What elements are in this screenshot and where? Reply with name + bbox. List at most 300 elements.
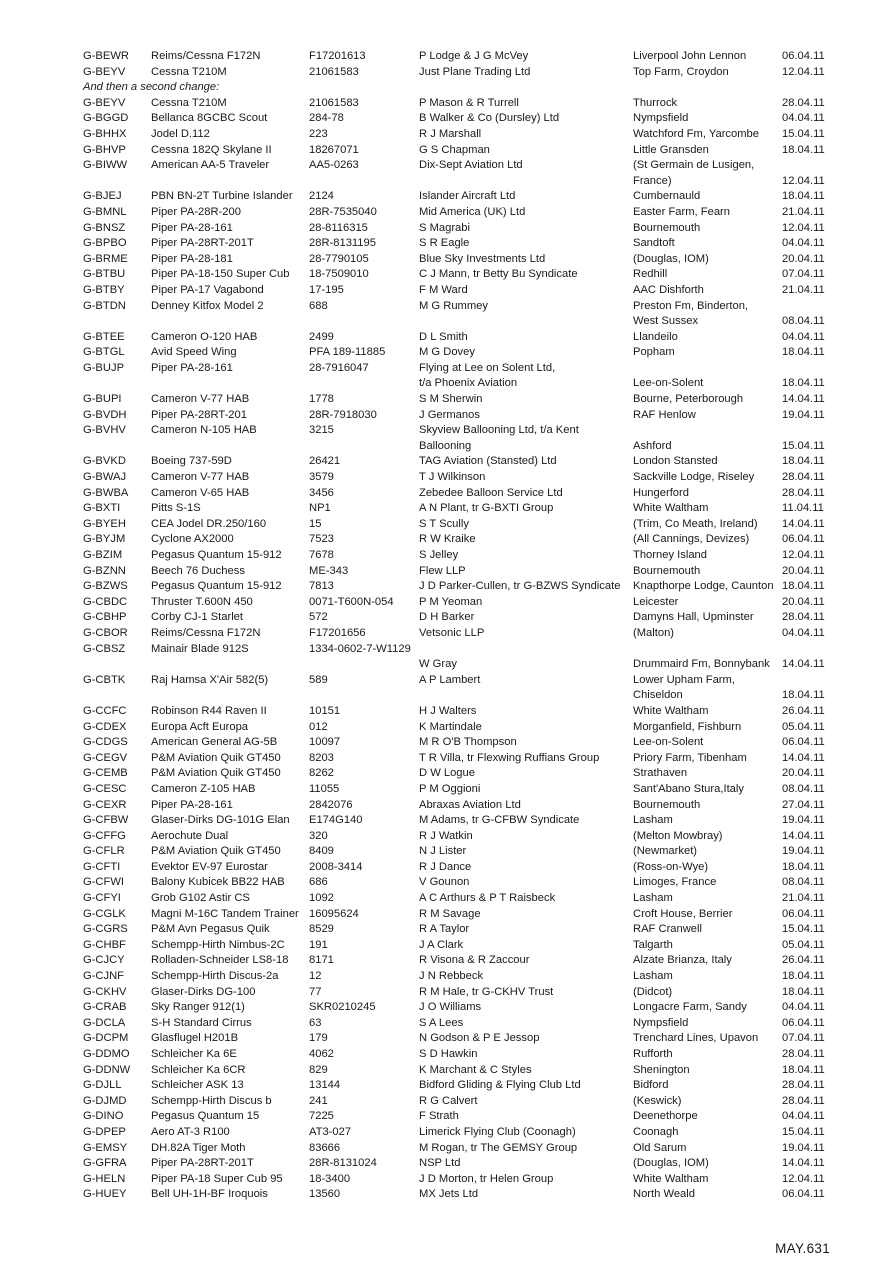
date-cell: 06.04.11 [782, 907, 825, 920]
owner-cell: R M Savage [419, 907, 481, 920]
serial-number-cell: 2124 [309, 190, 334, 203]
owner-cell: M R O'B Thompson [419, 736, 517, 749]
date-cell: 14.04.11 [782, 1157, 825, 1170]
table-row [0, 766, 889, 782]
aircraft-type-cell: Piper PA-28-181 [151, 252, 233, 265]
aircraft-type-cell: Grob G102 Astir CS [151, 892, 250, 905]
registration-cell: G-BYEH [83, 517, 126, 530]
table-row [0, 1078, 889, 1094]
location-cell: Morganfield, Fishburn [633, 720, 742, 733]
location-cell: Leicester [633, 595, 679, 608]
date-cell: 06.04.11 [782, 1016, 825, 1029]
serial-number-cell: 1778 [309, 393, 334, 406]
location-cell: Lasham [633, 814, 673, 827]
owner-cell: A P Lambert [419, 673, 481, 686]
owner-cell: NSP Ltd [419, 1157, 461, 1170]
table-row [0, 704, 889, 720]
owner-cell: J Germanos [419, 408, 480, 421]
serial-number-cell: 223 [309, 127, 328, 140]
owner-cell: S M Sherwin [419, 393, 483, 406]
aircraft-type-cell: P&M Aviation Quik GT450 [151, 751, 281, 764]
aircraft-type-cell: Pitts S-1S [151, 502, 201, 515]
owner-cell: Skyview Ballooning Ltd, t/a Kent [419, 424, 579, 437]
date-cell: 12.04.11 [782, 174, 825, 187]
date-cell: 21.04.11 [782, 283, 825, 296]
serial-number-cell: AT3-027 [309, 1125, 352, 1138]
serial-number-cell: 18267071 [309, 143, 359, 156]
registration-cell: G-CGRS [83, 923, 128, 936]
date-cell: 26.04.11 [782, 704, 825, 717]
serial-number-cell: AA5-0263 [309, 159, 359, 172]
owner-cell: Flew LLP [419, 564, 466, 577]
table-row [0, 143, 889, 159]
owner-cell: J O Williams [419, 1001, 482, 1014]
date-cell: 12.04.11 [782, 549, 825, 561]
owner-cell: Limerick Flying Club (Coonagh) [419, 1125, 576, 1138]
serial-number-cell: 829 [309, 1063, 328, 1076]
registration-cell: G-BVKD [83, 455, 126, 468]
registration-cell: G-BEWR [83, 50, 129, 62]
table-row [0, 548, 889, 564]
serial-number-cell: 7523 [309, 533, 334, 546]
registration-cell: G-BIWW [83, 159, 128, 172]
table-row [0, 1094, 889, 1110]
location-cell: Deenethorpe [633, 1110, 698, 1123]
table-row [0, 189, 889, 205]
aircraft-type-cell: Piper PA-17 Vagabond [151, 283, 264, 296]
serial-number-cell: 18-3400 [309, 1172, 351, 1185]
serial-number-cell: 28R-7918030 [309, 408, 377, 421]
serial-number-cell: PFA 189-11885 [309, 346, 386, 359]
location-cell: (Didcot) [633, 985, 673, 998]
serial-number-cell: F17201613 [309, 50, 366, 62]
owner-cell: D W Logue [419, 767, 475, 780]
registration-cell: G-BUPI [83, 393, 122, 406]
aircraft-type-cell: P&M Avn Pegasus Quik [151, 923, 270, 936]
serial-number-cell: 8409 [309, 845, 334, 858]
aircraft-type-cell: Beech 76 Duchess [151, 564, 245, 577]
table-row [0, 174, 889, 190]
serial-number-cell: 686 [309, 876, 328, 889]
location-cell: Longacre Farm, Sandy [633, 1001, 747, 1014]
table-row [0, 1016, 889, 1032]
table-row [0, 65, 889, 81]
location-cell: Nympsfield [633, 1016, 689, 1029]
registration-cell: G-EMSY [83, 1141, 128, 1154]
registration-cell: G-DDNW [83, 1063, 131, 1076]
owner-cell: J D Morton, tr Helen Group [419, 1172, 554, 1185]
table-row [0, 1141, 889, 1157]
location-cell: Little Gransden [633, 143, 709, 156]
registration-cell: G-HUEY [83, 1188, 127, 1201]
table-row [0, 610, 889, 626]
table-row [0, 236, 889, 252]
owner-cell: Just Plane Trading Ltd [419, 65, 531, 78]
owner-cell: R J Watkin [419, 829, 473, 842]
aircraft-type-cell: Mainair Blade 912S [151, 642, 249, 655]
registration-cell: G-CCFC [83, 704, 127, 717]
location-cell: Coonagh [633, 1125, 679, 1138]
date-cell: 07.04.11 [782, 268, 825, 281]
location-cell: (Malton) [633, 626, 675, 639]
aircraft-type-cell: Schempp-Hirth Discus b [151, 1094, 272, 1107]
serial-number-cell: 15 [309, 517, 322, 530]
serial-number-cell: 320 [309, 829, 328, 842]
serial-number-cell: 8529 [309, 923, 334, 936]
owner-cell: R G Calvert [419, 1094, 478, 1107]
date-cell: 26.04.11 [782, 954, 825, 967]
registration-cell: G-CFLR [83, 845, 125, 858]
owner-cell: B Walker & Co (Dursley) Ltd [419, 112, 560, 125]
table-row [0, 657, 889, 673]
location-cell: Lee-on-Solent [633, 736, 704, 749]
serial-number-cell: 284-78 [309, 112, 344, 125]
serial-number-cell: 63 [309, 1016, 322, 1029]
date-cell: 15.04.11 [782, 1125, 825, 1138]
date-cell: 28.04.11 [782, 611, 825, 624]
location-cell: Lasham [633, 970, 673, 983]
registration-cell: G-CFBW [83, 814, 129, 827]
serial-number-cell: 012 [309, 720, 328, 733]
owner-cell: S D Hawkin [419, 1048, 478, 1060]
owner-cell: P M Oggioni [419, 782, 481, 795]
owner-cell: C J Mann, tr Betty Bu Syndicate [419, 268, 578, 281]
registration-cell: G-DPEP [83, 1125, 126, 1138]
location-cell: Bourne, Peterborough [633, 393, 744, 406]
table-row [0, 673, 889, 689]
location-cell: Easter Farm, Fearn [633, 205, 730, 218]
registration-cell: G-BTDN [83, 299, 126, 312]
aircraft-type-cell: Avid Speed Wing [151, 346, 237, 359]
location-cell: Lower Upham Farm, [633, 673, 735, 686]
owner-cell: Ballooning [419, 439, 472, 452]
owner-cell: R M Hale, tr G-CKHV Trust [419, 985, 554, 998]
aircraft-type-cell: Aerochute Dual [151, 829, 229, 842]
aircraft-type-cell: Cessna T210M [151, 96, 227, 109]
owner-cell: S A Lees [419, 1016, 464, 1029]
serial-number-cell: 3456 [309, 486, 334, 499]
registration-cell: G-CBSZ [83, 642, 126, 655]
owner-cell: Bidford Gliding & Flying Club Ltd [419, 1079, 581, 1092]
owner-cell: N J Lister [419, 845, 467, 858]
location-cell: Talgarth [633, 938, 673, 951]
section-note: And then a second change: [83, 81, 220, 94]
table-row [0, 626, 889, 642]
table-row [0, 501, 889, 517]
aircraft-type-cell: Cameron N-105 HAB [151, 424, 257, 437]
aircraft-type-cell: Piper PA-18-150 Super Cub [151, 268, 290, 281]
registration-cell: G-CEGV [83, 751, 128, 764]
location-cell: Bournemouth [633, 221, 701, 234]
table-row [0, 361, 889, 377]
date-cell: 14.04.11 [782, 751, 825, 764]
location-cell: AAC Dishforth [633, 283, 704, 296]
location-cell: Redhill [633, 268, 668, 281]
owner-cell: S Jelley [419, 549, 459, 561]
registration-cell: G-BUJP [83, 361, 125, 374]
location-cell: Hungerford [633, 486, 689, 499]
aircraft-type-cell: Evektor EV-97 Eurostar [151, 860, 268, 873]
registration-cell: G-HELN [83, 1172, 126, 1185]
date-cell: 08.04.11 [782, 876, 825, 889]
serial-number-cell: 8262 [309, 767, 334, 780]
date-cell: 04.04.11 [782, 112, 825, 125]
aircraft-type-cell: CEA Jodel DR.250/160 [151, 517, 267, 530]
date-cell: 06.04.11 [782, 1188, 825, 1201]
location-cell: Drummaird Fm, Bonnybank [633, 658, 770, 671]
serial-number-cell: 13560 [309, 1188, 341, 1201]
serial-number-cell: 7225 [309, 1110, 334, 1123]
location-cell: Sandtoft [633, 237, 675, 250]
serial-number-cell: 28-7916047 [309, 361, 369, 374]
aircraft-type-cell: Piper PA-28RT-201T [151, 237, 254, 250]
owner-cell: M G Dovey [419, 346, 475, 359]
registration-cell: G-BWAJ [83, 471, 127, 484]
registration-cell: G-BGGD [83, 112, 129, 125]
date-cell: 18.04.11 [782, 455, 825, 468]
table-row [0, 111, 889, 127]
registration-cell: G-BTBY [83, 283, 125, 296]
date-cell: 18.04.11 [782, 970, 825, 983]
table-row [0, 392, 889, 408]
date-cell: 18.04.11 [782, 985, 825, 998]
owner-cell: W Gray [419, 658, 457, 671]
table-row [0, 813, 889, 829]
location-cell: Chiseldon [633, 689, 683, 702]
registration-cell: G-BRME [83, 252, 128, 265]
table-row [0, 314, 889, 330]
location-cell: (Douglas, IOM) [633, 1157, 709, 1170]
location-cell: Damyns Hall, Upminster [633, 611, 754, 624]
location-cell: White Waltham [633, 502, 709, 515]
date-cell: 28.04.11 [782, 471, 825, 484]
serial-number-cell: 2842076 [309, 798, 353, 811]
location-cell: Llandeilo [633, 330, 678, 343]
owner-cell: P Mason & R Turrell [419, 96, 519, 109]
aircraft-type-cell: Cessna T210M [151, 65, 227, 78]
registration-cell: G-CJNF [83, 970, 125, 983]
location-cell: (Trim, Co Meath, Ireland) [633, 517, 758, 530]
aircraft-type-cell: Denney Kitfox Model 2 [151, 299, 264, 312]
registration-cell: G-BEYV [83, 65, 126, 78]
table-row [0, 642, 889, 658]
aircraft-type-cell: S-H Standard Cirrus [151, 1016, 252, 1029]
table-row [0, 454, 889, 470]
location-cell: Priory Farm, Tibenham [633, 751, 747, 764]
location-cell: (Keswick) [633, 1094, 682, 1107]
aircraft-type-cell: P&M Aviation Quik GT450 [151, 845, 281, 858]
table-row [0, 205, 889, 221]
registration-cell: G-CFFG [83, 829, 126, 842]
owner-cell: G S Chapman [419, 143, 490, 156]
date-cell: 21.04.11 [782, 892, 825, 905]
owner-cell: R J Dance [419, 860, 472, 873]
aircraft-type-cell: Piper PA-28-161 [151, 361, 233, 374]
location-cell: White Waltham [633, 1172, 709, 1185]
registration-cell: G-CHBF [83, 938, 126, 951]
location-cell: Watchford Fm, Yarcombe [633, 127, 759, 140]
location-cell: Nympsfield [633, 112, 689, 125]
registration-cell: G-BWBA [83, 486, 129, 499]
serial-number-cell: 13144 [309, 1079, 341, 1092]
owner-cell: A C Arthurs & P T Raisbeck [419, 892, 556, 905]
registration-cell: G-CFYI [83, 892, 121, 905]
serial-number-cell: 1092 [309, 892, 334, 905]
location-cell: Sackville Lodge, Riseley [633, 471, 755, 484]
aircraft-type-cell: Glasflugel H201B [151, 1032, 239, 1045]
aircraft-type-cell: Thruster T.600N 450 [151, 595, 253, 608]
table-row [0, 408, 889, 424]
aircraft-type-cell: Aero AT-3 R100 [151, 1125, 230, 1138]
owner-cell: Abraxas Aviation Ltd [419, 798, 521, 811]
date-cell: 12.04.11 [782, 1172, 825, 1185]
serial-number-cell: 241 [309, 1094, 328, 1107]
serial-number-cell: 10097 [309, 736, 341, 749]
serial-number-cell: 28R-7535040 [309, 205, 377, 218]
serial-number-cell: 0071-T600N-054 [309, 595, 394, 608]
table-row [0, 1156, 889, 1172]
serial-number-cell: 21061583 [309, 65, 359, 78]
location-cell: Liverpool John Lennon [633, 50, 747, 62]
aircraft-type-cell: American AA-5 Traveler [151, 159, 270, 172]
registration-cell: G-DCPM [83, 1032, 129, 1045]
owner-cell: J N Rebbeck [419, 970, 484, 983]
table-row [0, 1109, 889, 1125]
registration-cell: G-BJEJ [83, 190, 122, 203]
serial-number-cell: F17201656 [309, 626, 366, 639]
registration-cell: G-CESC [83, 782, 127, 795]
table-row [0, 532, 889, 548]
date-cell: 04.04.11 [782, 626, 825, 639]
table-row [0, 283, 889, 299]
aircraft-type-cell: Cameron V-77 HAB [151, 393, 250, 406]
date-cell: 05.04.11 [782, 938, 825, 951]
owner-cell: S T Scully [419, 517, 469, 530]
date-cell: 28.04.11 [782, 1048, 825, 1060]
date-cell: 04.04.11 [782, 237, 825, 250]
owner-cell: S Magrabi [419, 221, 470, 234]
owner-cell: TAG Aviation (Stansted) Ltd [419, 455, 557, 468]
date-cell: 08.04.11 [782, 315, 825, 328]
location-cell: France) [633, 174, 672, 187]
serial-number-cell: 1334-0602-7-W1129 [309, 642, 411, 655]
table-row [0, 1063, 889, 1079]
table-row [0, 158, 889, 174]
registration-cell: G-CBHP [83, 611, 127, 624]
registration-cell: G-CEXR [83, 798, 127, 811]
aircraft-type-cell: Sky Ranger 912(1) [151, 1001, 245, 1014]
aircraft-type-cell: Cameron O-120 HAB [151, 330, 258, 343]
registration-cell: G-CFTI [83, 860, 121, 873]
table-row [0, 221, 889, 237]
date-cell: 20.04.11 [782, 564, 825, 577]
table-row [0, 953, 889, 969]
location-cell: Shenington [633, 1063, 690, 1076]
table-row [0, 782, 889, 798]
table-row [0, 470, 889, 486]
location-cell: Strathaven [633, 767, 688, 780]
date-cell: 07.04.11 [782, 1032, 825, 1045]
serial-number-cell: 589 [309, 673, 328, 686]
serial-number-cell: NP1 [309, 502, 331, 515]
date-cell: 15.04.11 [782, 127, 825, 140]
registration-cell: G-BXTI [83, 502, 121, 515]
table-row [0, 1047, 889, 1063]
owner-cell: N Godson & P E Jessop [419, 1032, 540, 1045]
location-cell: Old Sarum [633, 1141, 687, 1154]
aircraft-type-cell: Piper PA-28RT-201 [151, 408, 247, 421]
owner-cell: H J Walters [419, 704, 477, 717]
date-cell: 18.04.11 [782, 689, 825, 702]
aircraft-type-cell: Cameron V-65 HAB [151, 486, 250, 499]
date-cell: 19.04.11 [782, 845, 825, 858]
aircraft-type-cell: Reims/Cessna F172N [151, 50, 261, 62]
registration-cell: G-CJCY [83, 954, 125, 967]
location-cell: Top Farm, Croydon [633, 65, 729, 78]
serial-number-cell: 11055 [309, 782, 340, 795]
aircraft-type-cell: Glaser-Dirks DG-100 [151, 985, 256, 998]
table-row [0, 564, 889, 580]
location-cell: Bidford [633, 1079, 669, 1092]
registration-cell: G-BPBO [83, 237, 127, 250]
serial-number-cell: 4062 [309, 1048, 334, 1060]
registration-cell: G-BYJM [83, 533, 126, 546]
owner-cell: P Lodge & J G McVey [419, 50, 529, 62]
serial-number-cell: 83666 [309, 1141, 341, 1154]
registration-cell: G-BNSZ [83, 221, 126, 234]
date-cell: 21.04.11 [782, 205, 825, 218]
serial-number-cell: 572 [309, 611, 328, 624]
location-cell: Lasham [633, 892, 673, 905]
owner-cell: R W Kraike [419, 533, 476, 546]
date-cell: 19.04.11 [782, 814, 825, 827]
registration-cell: G-DJMD [83, 1094, 127, 1107]
location-cell: (Douglas, IOM) [633, 252, 709, 265]
serial-number-cell: 28-8116315 [309, 221, 368, 234]
table-row [0, 720, 889, 736]
aircraft-type-cell: American General AG-5B [151, 736, 278, 749]
aircraft-type-cell: Magni M-16C Tandem Trainer [151, 907, 299, 920]
aircraft-type-cell: Piper PA-28RT-201T [151, 1157, 254, 1170]
owner-cell: J A Clark [419, 938, 464, 951]
table-row [0, 486, 889, 502]
aircraft-type-cell: Glaser-Dirks DG-101G Elan [151, 814, 290, 827]
serial-number-cell: 7813 [309, 580, 334, 593]
owner-cell: S R Eagle [419, 237, 470, 250]
owner-cell: V Gounon [419, 876, 470, 889]
location-cell: Lee-on-Solent [633, 377, 704, 390]
serial-number-cell: 28R-8131024 [309, 1157, 377, 1170]
owner-cell: K Marchant & C Styles [419, 1063, 532, 1076]
owner-cell: F M Ward [419, 283, 468, 296]
table-row [0, 330, 889, 346]
location-cell: (Newmarket) [633, 845, 698, 858]
serial-number-cell: 8203 [309, 751, 334, 764]
aircraft-type-cell: Rolladen-Schneider LS8-18 [151, 954, 289, 967]
date-cell: 12.04.11 [782, 221, 825, 234]
serial-number-cell: 26421 [309, 455, 341, 468]
aircraft-type-cell: Bell UH-1H-BF Iroquois [151, 1188, 268, 1201]
table-row [0, 938, 889, 954]
owner-cell: D H Barker [419, 611, 475, 624]
registration-cell: G-BZWS [83, 580, 128, 593]
aircraft-type-cell: Schleicher Ka 6E [151, 1048, 237, 1060]
location-cell: (Melton Mowbray) [633, 829, 723, 842]
registration-cell: G-DINO [83, 1110, 124, 1123]
table-row [0, 735, 889, 751]
serial-number-cell: 21061583 [309, 96, 359, 109]
owner-cell: Flying at Lee on Solent Ltd, [419, 361, 556, 374]
